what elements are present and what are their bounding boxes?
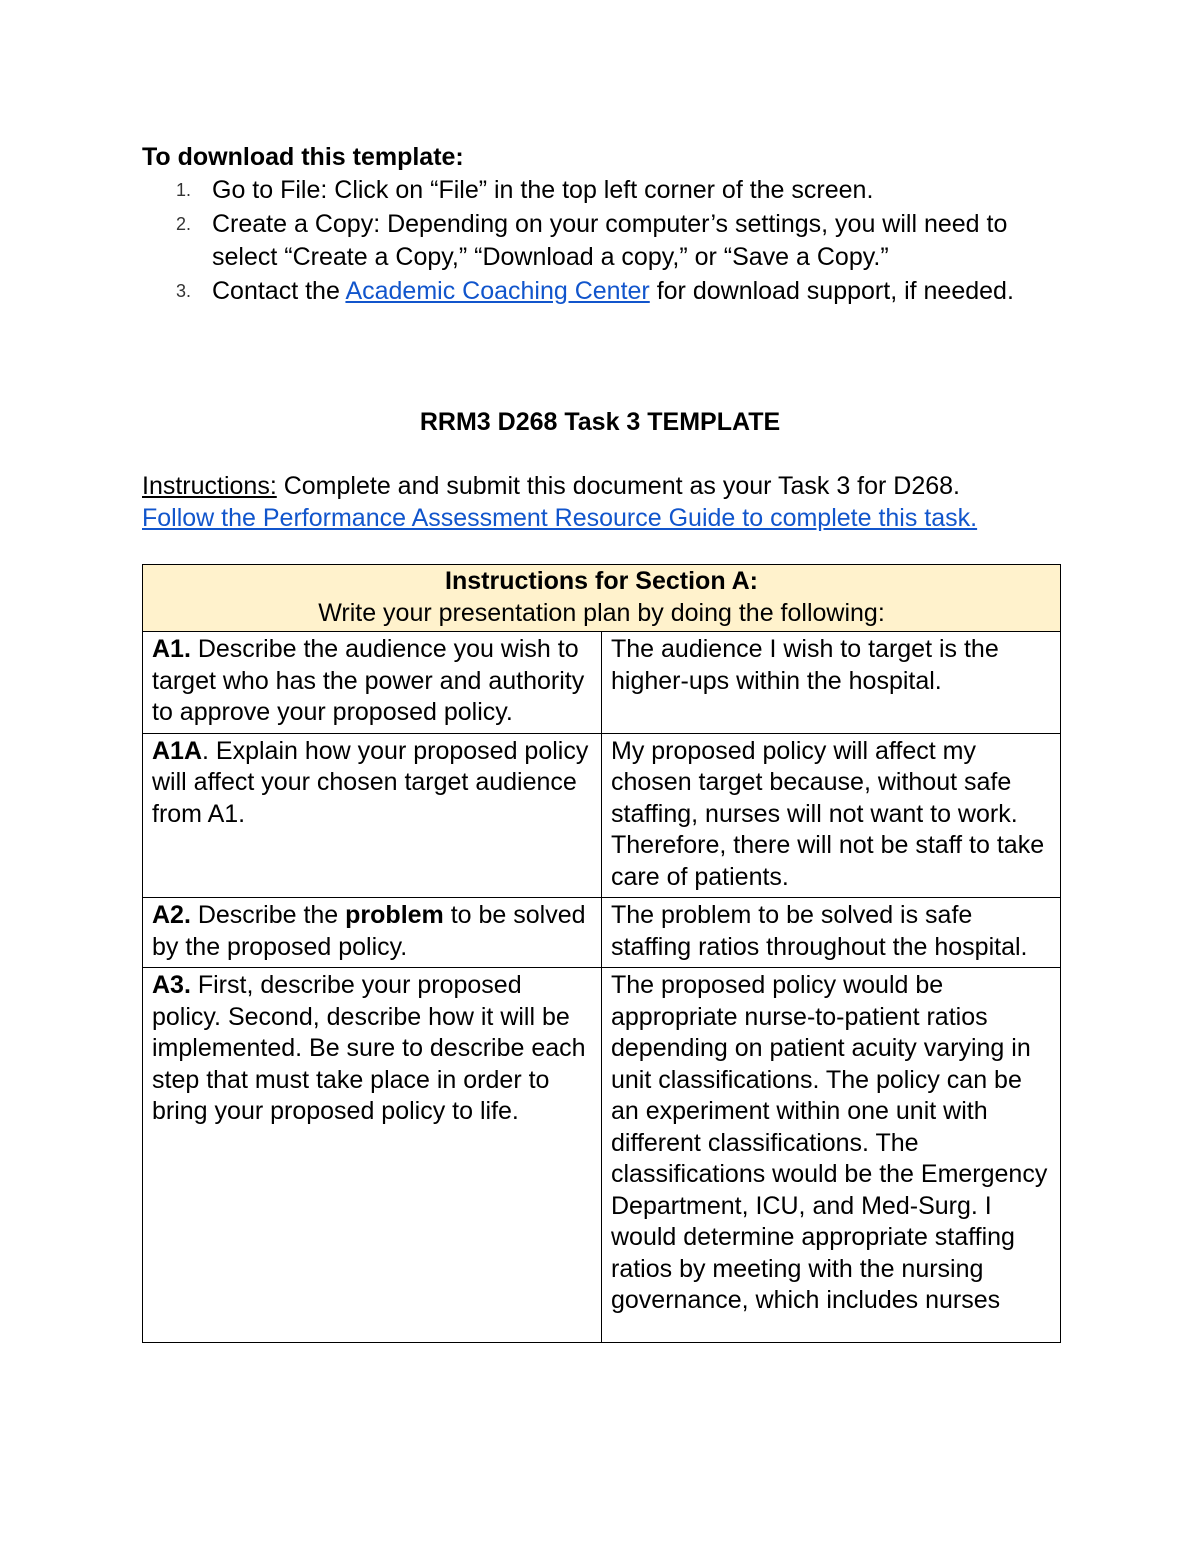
download-heading: To download this template:: [142, 143, 464, 171]
step-number: 2.: [176, 213, 192, 234]
step-text-before: Contact the: [212, 276, 346, 305]
prompt-content: [152, 970, 595, 1338]
table-row: [143, 632, 1061, 734]
section-a-table: [142, 564, 1061, 1343]
academic-coaching-center-link[interactable]: Academic Coaching Center: [345, 276, 650, 305]
step-text: Go to File: Click on “File” in the top left corner of the screen.: [212, 176, 874, 204]
table-row: [143, 898, 1061, 968]
prompt-text: Describe the: [190, 901, 346, 929]
step-number: 1.: [176, 180, 192, 200]
step-text: Create a Copy: Depending on your computer’s settings, you will need to select “Create a Copy,” “Download a copy,” or “Save a Copy.”: [212, 209, 1008, 271]
answer-cell[interactable]: [602, 968, 1061, 1343]
answer-cell[interactable]: The audience I wish to target is the higher-ups within the hospital.: [602, 632, 1061, 734]
prompt-id: A2.: [152, 901, 191, 929]
section-header-subtitle: Write your presentation plan by doing the following:: [318, 598, 885, 627]
prompt-cell: [143, 733, 602, 898]
step-text-after: for download support, if needed.: [649, 276, 1014, 305]
prompt-cell: [143, 632, 602, 734]
answer-cell[interactable]: My proposed policy will affect my chosen target because, without safe staffing, nurses will not want to work. Therefore, there will not be staff to take care of patients.: [602, 733, 1061, 898]
instructions-text: Complete and submit this document as your Task 3 for D268.: [276, 472, 960, 500]
prompt-id: A3.: [152, 971, 191, 999]
prompt-bold-word: problem: [345, 901, 444, 929]
step-number: 3.: [176, 280, 192, 301]
prompt-id: A1.: [152, 635, 191, 663]
prompt-id: A1A: [152, 736, 203, 765]
table-header-row: [143, 565, 1061, 632]
download-step-2: [142, 208, 1022, 275]
section-header-title: Instructions for Section A:: [445, 567, 758, 595]
answer-content: The proposed policy would be appropriate nurse-to-patient ratios depending on patient acuity varying in unit classifications. The policy can be an experiment within one unit with different classifications. The classifications would be the Emergency Department, ICU, and Med-Surg. I would determine appropriate staffing ratios by meeting with the nursing governance, which includes nurses: [611, 971, 1048, 1314]
answer-cell[interactable]: The problem to be solved is safe staffing ratios throughout the hospital.: [602, 898, 1061, 968]
prompt-text: to be solved by the proposed policy.: [152, 901, 586, 961]
instructions-paragraph: [142, 470, 1022, 534]
instructions-label: Instructions:: [142, 472, 277, 500]
download-step-3: [142, 275, 1022, 309]
table-row: [143, 968, 1061, 1343]
document-title: RRM3 D268 Task 3 TEMPLATE: [419, 408, 781, 436]
resource-guide-link[interactable]: Follow the Performance Assessment Resource Guide to complete this task.: [142, 504, 978, 532]
download-steps-list: [142, 174, 1022, 308]
prompt-text: First, describe your proposed policy. Second, describe how it will be implemented. Be sure to describe each step that must take place in order to bring your proposed policy to life.: [152, 971, 586, 1125]
download-step-1: [142, 174, 1022, 208]
prompt-cell: [143, 968, 602, 1343]
prompt-text: . Explain how your proposed policy will affect your chosen target audience from A1.: [152, 736, 589, 828]
prompt-text: Describe the audience you wish to target who has the power and authority to approve your proposed policy.: [152, 635, 585, 726]
table-header-cell: [143, 565, 1061, 632]
table-row: [143, 733, 1061, 898]
prompt-cell: [143, 898, 602, 968]
